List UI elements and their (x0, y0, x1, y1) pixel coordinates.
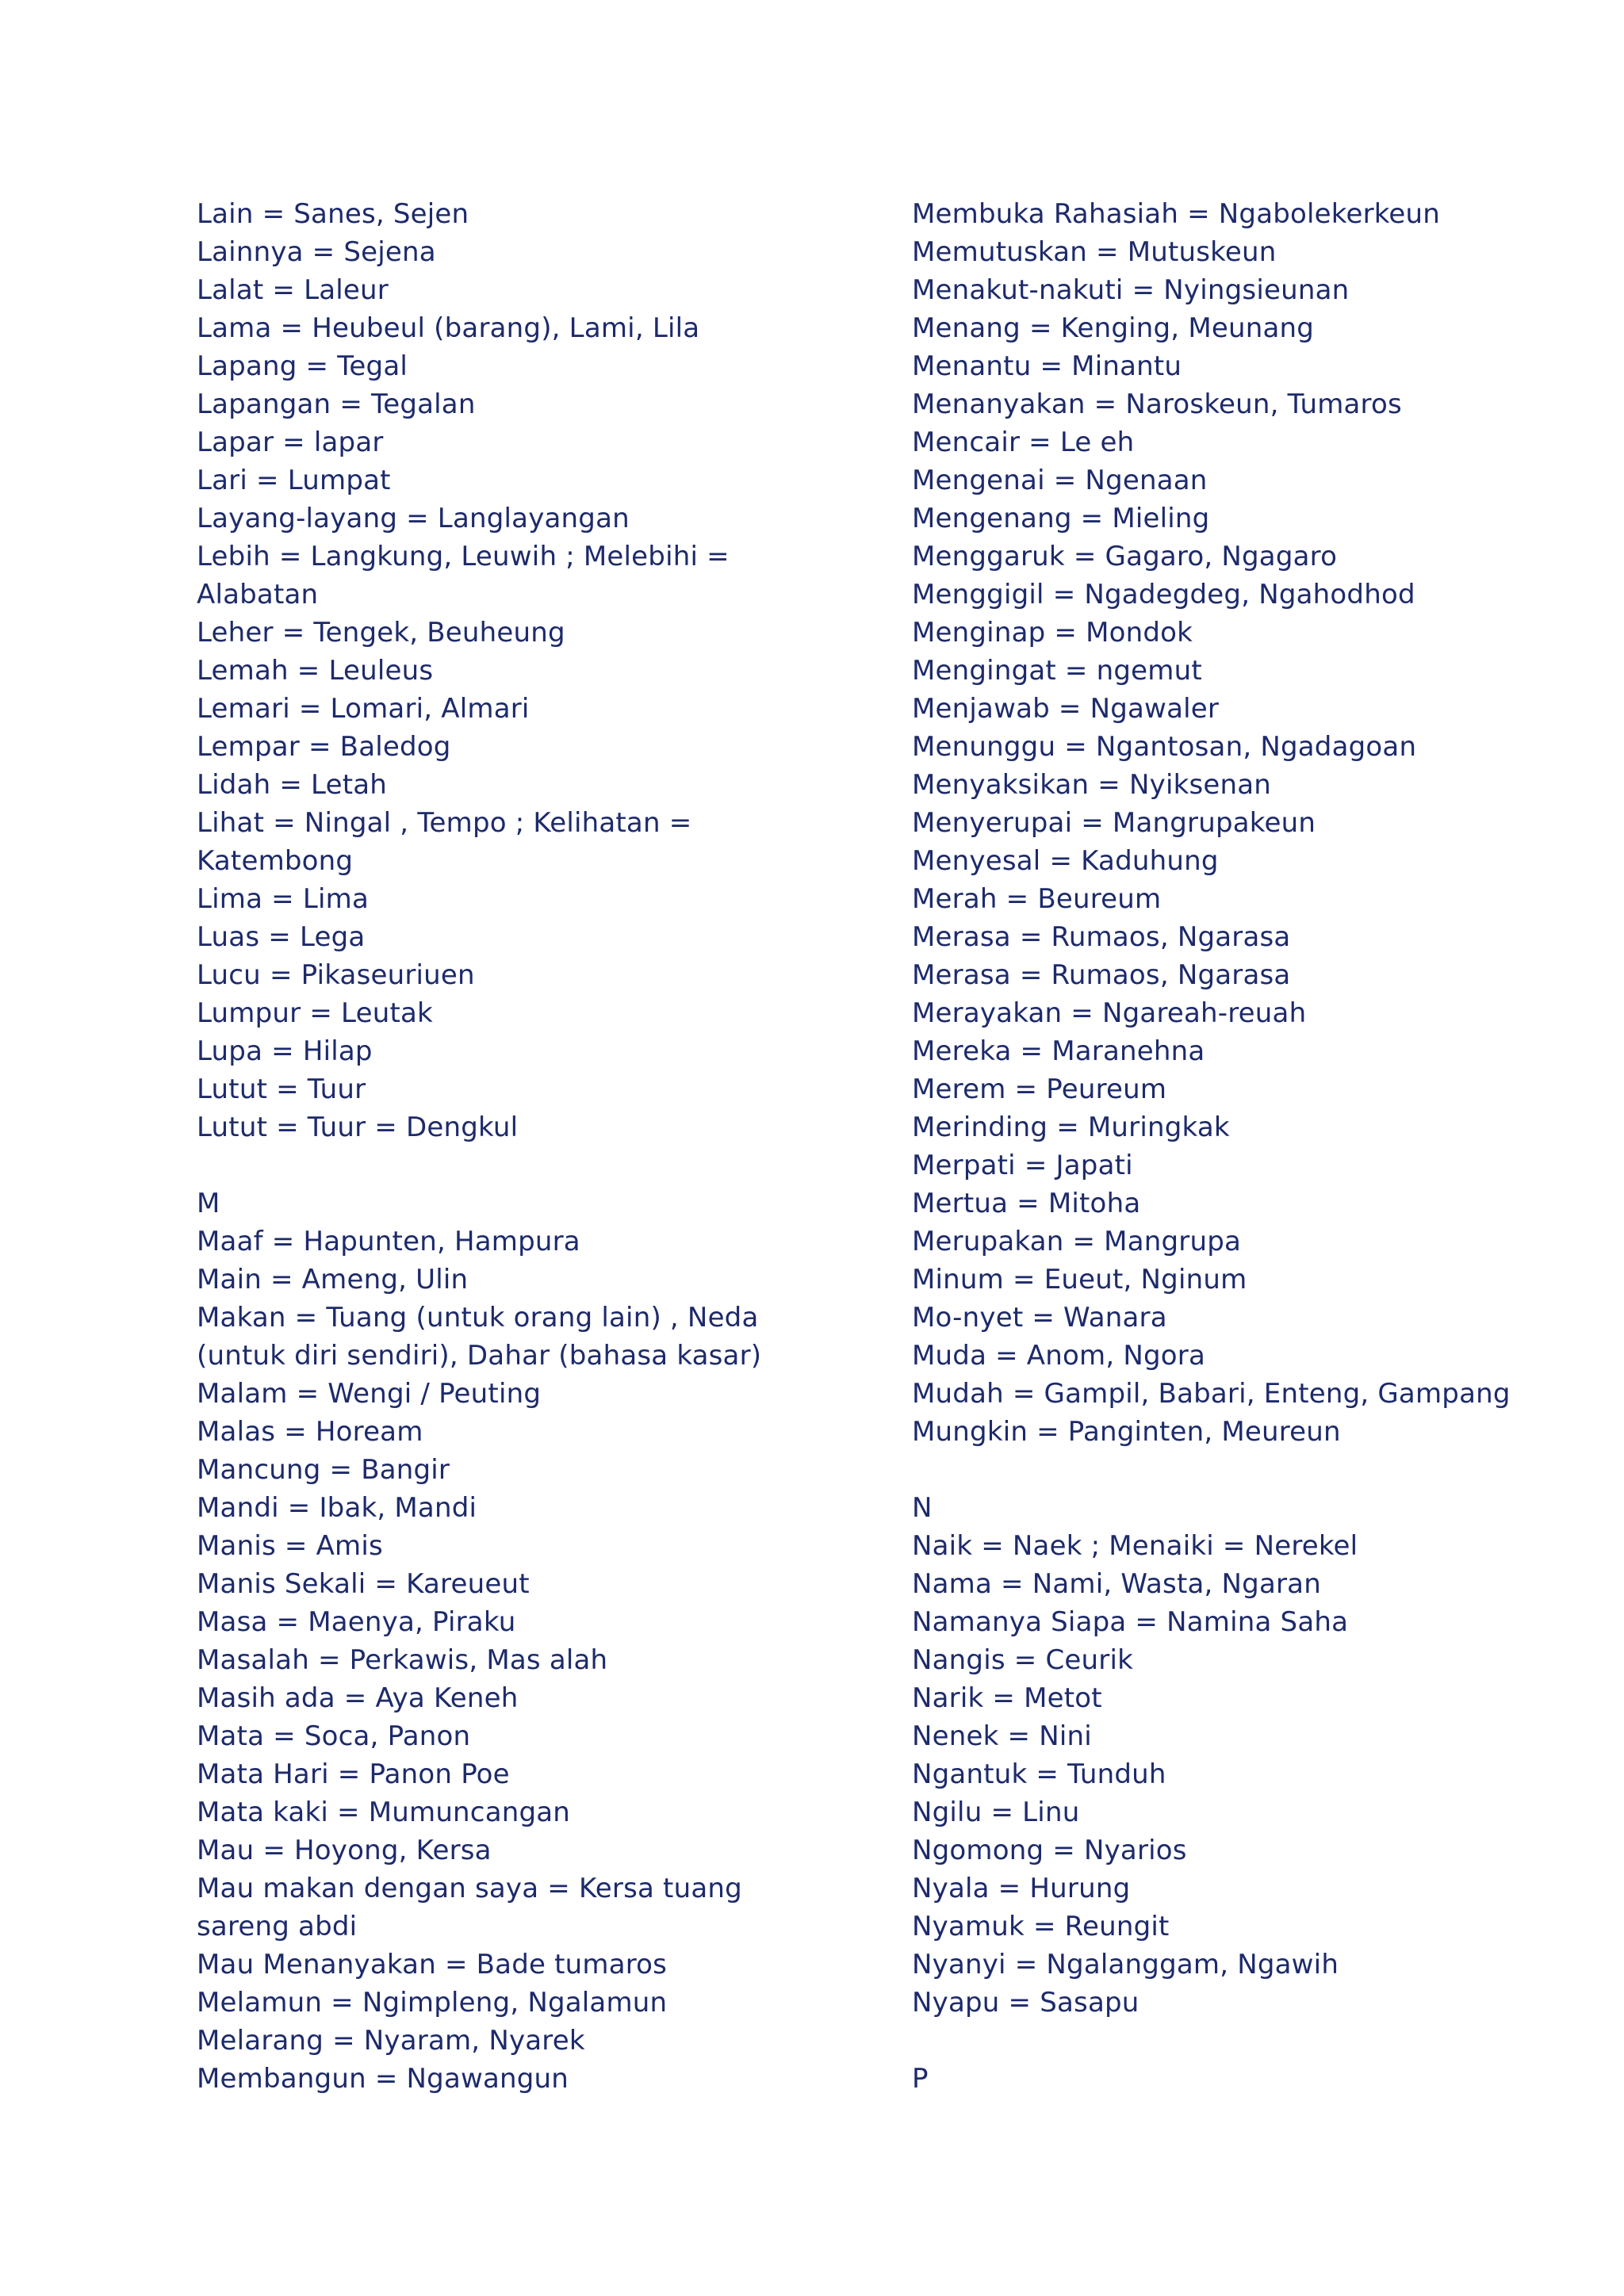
dictionary-entry: Muda = Anom, Ngora (912, 1340, 1205, 1372)
dictionary-entry: (untuk diri sendiri), Dahar (bahasa kasar) (197, 1340, 762, 1372)
blank-line (912, 2022, 1610, 2060)
dictionary-entry: Layang-layang = Langlayangan (197, 503, 630, 534)
dictionary-entry: Mungkin = Panginten, Meureun (912, 1416, 1341, 1448)
dictionary-entry: Merinding = Muringkak (912, 1112, 1230, 1143)
dictionary-entry: Namanya Siapa = Namina Saha (912, 1606, 1349, 1638)
dictionary-entry: Lima = Lima (197, 883, 369, 915)
dictionary-entry: Lutut = Tuur = Dengkul (197, 1112, 519, 1143)
dictionary-entry: Lalat = Laleur (197, 274, 389, 306)
section-letter: P (912, 2063, 929, 2095)
dictionary-entry: Main = Ameng, Ulin (197, 1264, 469, 1295)
dictionary-entry: Nenek = Nini (912, 1720, 1092, 1752)
dictionary-entry: Nyapu = Sasapu (912, 1987, 1139, 2019)
dictionary-entry: Menyaksikan = Nyiksenan (912, 769, 1272, 801)
dictionary-entry: Mengenai = Ngenaan (912, 465, 1208, 496)
dictionary-entry: Nyanyi = Ngalanggam, Ngawih (912, 1949, 1339, 1980)
dictionary-entry: Menyerupai = Mangrupakeun (912, 807, 1316, 839)
dictionary-entry: Menyesal = Kaduhung (912, 845, 1219, 877)
blank-line (912, 1451, 1610, 1489)
dictionary-entry: Lainnya = Sejena (197, 236, 436, 268)
dictionary-entry: Lutut = Tuur (197, 1073, 366, 1105)
dictionary-entry: Menakut-nakuti = Nyingsieunan (912, 274, 1350, 306)
dictionary-entry: Lebih = Langkung, Leuwih ; Melebihi = (197, 541, 730, 572)
dictionary-entry: Merpati = Japati (912, 1150, 1133, 1181)
dictionary-entry: Lidah = Letah (197, 769, 388, 801)
dictionary-entry: Lain = Sanes, Sejen (197, 198, 469, 230)
dictionary-entry: Menginap = Mondok (912, 617, 1193, 649)
dictionary-entry: Menanyakan = Naroskeun, Tumaros (912, 388, 1402, 420)
dictionary-entry: Katembong (197, 845, 354, 877)
dictionary-entry: Melarang = Nyaram, Nyarek (197, 2025, 585, 2057)
dictionary-entry: Mudah = Gampil, Babari, Enteng, Gampang (912, 1378, 1511, 1410)
dictionary-entry: Menjawab = Ngawaler (912, 693, 1220, 725)
dictionary-entry: Membangun = Ngawangun (197, 2063, 569, 2095)
dictionary-entry: Manis Sekali = Kareueut (197, 1568, 530, 1600)
dictionary-entry: Lumpur = Leutak (197, 997, 433, 1029)
dictionary-entry: Menang = Kenging, Meunang (912, 312, 1315, 344)
dictionary-entry: Menggigil = Ngadegdeg, Ngahodhod (912, 579, 1415, 610)
dictionary-entry: Ngomong = Nyarios (912, 1835, 1187, 1866)
dictionary-entry: Ngantuk = Tunduh (912, 1758, 1166, 1790)
dictionary-entry: Malas = Hoream (197, 1416, 423, 1448)
dictionary-entry: Nangis = Ceurik (912, 1644, 1133, 1676)
dictionary-entry: Menantu = Minantu (912, 350, 1182, 382)
dictionary-entry: Minum = Eueut, Nginum (912, 1264, 1247, 1295)
dictionary-entry: Mengenang = Mieling (912, 503, 1210, 534)
dictionary-entry: Mata Hari = Panon Poe (197, 1758, 510, 1790)
dictionary-entry: Malam = Wengi / Peuting (197, 1378, 542, 1410)
dictionary-entry: Lupa = Hilap (197, 1035, 373, 1067)
dictionary-entry: Mau makan dengan saya = Kersa tuang (197, 1873, 742, 1904)
dictionary-entry: Lempar = Baledog (197, 731, 451, 763)
dictionary-entry: Mandi = Ibak, Mandi (197, 1492, 477, 1524)
dictionary-entry: Masa = Maenya, Piraku (197, 1606, 516, 1638)
dictionary-entry: Nyala = Hurung (912, 1873, 1131, 1904)
dictionary-entry: Melamun = Ngimpleng, Ngalamun (197, 1987, 668, 2019)
dictionary-entry: Nama = Nami, Wasta, Ngaran (912, 1568, 1321, 1600)
dictionary-entry: Mancung = Bangir (197, 1454, 450, 1486)
dictionary-entry: Merasa = Rumaos, Ngarasa (912, 921, 1291, 953)
section-letter: M (197, 1188, 220, 1219)
dictionary-entry: Manis = Amis (197, 1530, 383, 1562)
dictionary-entry: Membuka Rahasiah = Ngabolekerkeun (912, 198, 1441, 230)
dictionary-entry: Lapang = Tegal (197, 350, 408, 382)
left-column (197, 195, 910, 2098)
dictionary-entry: Nyamuk = Reungit (912, 1911, 1170, 1942)
dictionary-entry: Mereka = Maranehna (912, 1035, 1205, 1067)
dictionary-entry: Ngilu = Linu (912, 1797, 1080, 1828)
dictionary-entry: Mata = Soca, Panon (197, 1720, 471, 1752)
dictionary-entry: Lama = Heubeul (barang), Lami, Lila (197, 312, 700, 344)
dictionary-entry: sareng abdi (197, 1911, 358, 1942)
dictionary-entry: Merem = Peureum (912, 1073, 1167, 1105)
dictionary-entry: Menggaruk = Gagaro, Ngagaro (912, 541, 1338, 572)
dictionary-entry: Naik = Naek ; Menaiki = Nerekel (912, 1530, 1358, 1562)
dictionary-entry: Mata kaki = Mumuncangan (197, 1797, 571, 1828)
dictionary-entry: Mertua = Mitoha (912, 1188, 1141, 1219)
section-letter: N (912, 1492, 933, 1524)
dictionary-entry: Leher = Tengek, Beuheung (197, 617, 565, 649)
dictionary-entry: Lemah = Leuleus (197, 655, 434, 687)
right-column (912, 195, 1610, 2098)
dictionary-entry: Masalah = Perkawis, Mas alah (197, 1644, 608, 1676)
dictionary-entry: Menunggu = Ngantosan, Ngadagoan (912, 731, 1417, 763)
dictionary-entry: Lari = Lumpat (197, 465, 391, 496)
dictionary-entry: Mengingat = ngemut (912, 655, 1202, 687)
dictionary-entry: Merasa = Rumaos, Ngarasa (912, 959, 1291, 991)
dictionary-entry: Mo-nyet = Wanara (912, 1302, 1167, 1334)
dictionary-entry: Mencair = Le eh (912, 427, 1135, 458)
dictionary-entry: Maaf = Hapunten, Hampura (197, 1226, 580, 1257)
dictionary-entry: Merah = Beureum (912, 883, 1162, 915)
dictionary-entry: Alabatan (197, 579, 319, 610)
dictionary-entry: Mau = Hoyong, Kersa (197, 1835, 492, 1866)
dictionary-entry: Lemari = Lomari, Almari (197, 693, 530, 725)
dictionary-entry: Merupakan = Mangrupa (912, 1226, 1242, 1257)
dictionary-entry: Lucu = Pikaseuriuen (197, 959, 475, 991)
dictionary-entry: Lapar = lapar (197, 427, 384, 458)
dictionary-entry: Makan = Tuang (untuk orang lain) , Neda (197, 1302, 759, 1334)
dictionary-entry: Merayakan = Ngareah-reuah (912, 997, 1307, 1029)
dictionary-entry: Luas = Lega (197, 921, 366, 953)
dictionary-entry: Mau Menanyakan = Bade tumaros (197, 1949, 668, 1980)
dictionary-entry: Lihat = Ningal , Tempo ; Kelihatan = (197, 807, 692, 839)
blank-line (197, 1146, 910, 1184)
dictionary-entry: Lapangan = Tegalan (197, 388, 476, 420)
dictionary-entry: Memutuskan = Mutuskeun (912, 236, 1277, 268)
dictionary-entry: Narik = Metot (912, 1682, 1102, 1714)
dictionary-entry: Masih ada = Aya Keneh (197, 1682, 519, 1714)
